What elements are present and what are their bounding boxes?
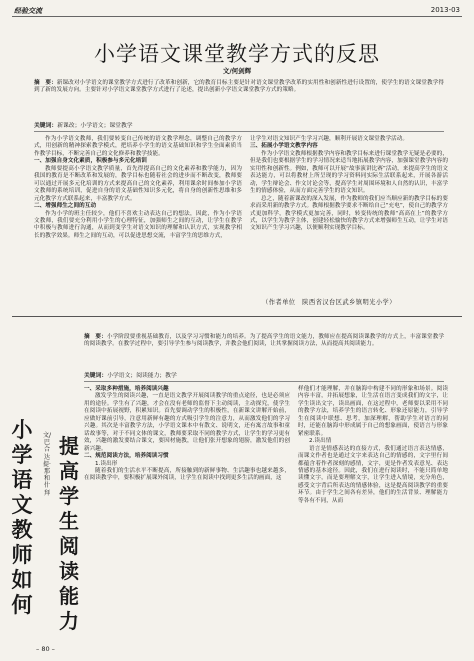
paragraph: 作为小学语文教师，我们要转变自己传统的语文教学理念，调整自己的教学方式，用创新的精神探索教学模式，把培养小学生的语文基础知识和学生全面素质当作教学目标，不断完善自己的文化修养和教学技能。 xyxy=(34,136,242,157)
keywords-label: 关键词： xyxy=(84,373,108,379)
paragraph: 作为小学语文教师根据教学内容和教学目标来进行课堂教学无疑是必要的，但是我们也要根据学生的学习情况来适当地拓展教学内容，加强课堂教学内容的实用性和创新性。例如，教师可以开展“故事演讲比赛”活动，来提高学生的语文表达能力，可以将教材上所呈现的学习资料同实际生活联系起来，开展各游活动，学生辩论会、作文讨论会等，提高学生对周围环境和人自然的认识，丰富学生的情感体验，从而方面完善学生的语文知识。 xyxy=(250,150,448,195)
article-separator xyxy=(12,316,462,317)
paragraph: 语言是情感表达的直接方式，我们通过语言表达情感，而课文作者也是通过文字来表达自己的情感的，文字里行间都蕴含着作者深刻的感情，文字，更是作者发表意见、表达情感的基本途径。因此，我们在进行阅读时，不能只简单地读懂文字，而是要理解文字，让学生进入情境，充分角色，感受文字背后所表达的情感体验，这是提高阅读教学的重要环节。由于学生之间各有差异，他们的生活背景、理解能力等各有不同，从而 xyxy=(298,445,448,504)
body-column-left xyxy=(34,136,242,240)
paragraph: 激发学生的阅读兴趣，一直是语文教学开展阅读教学的重点途径，也是必须应用的途径。学生有了兴趣，才会在没有老师的监督下主动阅读，主动探究，使学生在阅读中拓展视野，积累知识。首先要调动学生的积极性，在新课文讲解开始前，应做好课前引导，注意用新鲜有趣的方式吸引学生的注意力，从而激发他们的学习兴趣。其次是丰富教学方法，小学语文课本中有散文、说明文，还有寓言故事和童话故事等，对于不同文体的课文，教师要采取不同的教学方式，让学生的学习更有效，兴趣的激发要结合课文，要因材施教，让他们张开想象的翅膀，激发他们的创新兴趣。 xyxy=(84,393,290,452)
paragraph: 总之，随着新课改的深入发展，作为教师的我们应当顺应新的教学目标的要求而采用新的教学方式。教师根据教学要求不断给自己“充电”，使自己的教学方式更加科学，教学模式更加完善，同时，转变传统的教师“高高在上”的教学方式，以学生为教学主体，创建轻松愉快的教学方式来增强师生互动，让学生对语文知识产生学习兴趣，以便顺利实现教学目标。 xyxy=(250,195,448,232)
section-heading: 一、加强自身文化素质，积极参与多元化培训 xyxy=(34,158,147,165)
body-column-right xyxy=(250,136,448,233)
abstract xyxy=(34,80,444,95)
running-header xyxy=(12,6,462,17)
paragraph: 教师要提高小学语文教学质量，首先得提高自己的文化素养和教学能力，因为我国的教育是不断改革和发展的，教学目标也随着社会的进步而不断改变，教师要可以通过开展多元化培训的方式来提高自己的文化素养，利用课余时间参加小学语文教师的系统培训，促进自身的语文基础性知识多元化，将自身的创新性思维和多元化教学方式联系起来，丰富教学方式。 xyxy=(34,165,242,202)
paragraph: 作为小学的班主任较少，他们不喜欢主动表达自己的想法，因此，作为小学语文教师，我们要充分利用小学生的心理特征，加强师生之间的互动，让学生在教学中积极与教师进行沟通，从而到变学生对语文知识的理解和认识方式，实现教学相长的教学效果。师生之间的互动，可以促进思想交流，丰富学生的思维方式， xyxy=(34,210,242,239)
abstract-text: 新课改对小学语文的课堂教学方式进行了改革和创新，它的教育目标主要是针对语文课堂教学改革的实用性和创新性进行设置的，使学生的语文课堂教学得到了新的发展方向。主要针对小学语文课堂教学方式进行了论述，提出创新小学语文课堂教学方式的策略。 xyxy=(34,80,444,94)
subheading: 1.读出形 xyxy=(95,460,118,467)
abstract-label: 摘 要： xyxy=(34,80,57,86)
issue-number: 2013-03 xyxy=(430,6,460,14)
paragraph: 让学生对语文知识产生学习兴趣，顺利开展语文课堂教学活动。 xyxy=(250,136,409,142)
section-heading: 三、拓展小学语文教学内容 xyxy=(250,143,318,150)
keywords-text: 新课改；小学语文；课堂教学 xyxy=(57,123,133,129)
keywords-text: 小学语文；阅读能力；教学 xyxy=(107,373,177,379)
section-heading: 二、增强师生之间的互动 xyxy=(34,203,97,210)
subheading: 2.读出情 xyxy=(309,438,332,445)
article2-author: 文/巴合达提·那和什拜 xyxy=(42,432,52,497)
divider xyxy=(84,381,444,382)
divider xyxy=(34,131,444,132)
page-number: – 80 – xyxy=(36,645,55,653)
article-title: 小学语文课堂教学方式的反思 xyxy=(94,42,380,66)
keywords-label: 关键词： xyxy=(34,123,58,129)
article2-title-left: 小学语文教师如何 xyxy=(11,418,33,617)
author-affiliation: （作者单位 陕西省汉台区武乡镇明光小学） xyxy=(262,299,396,306)
journal-column-name: 经验交流 xyxy=(14,7,42,15)
section-heading: 一、采取多种措施，培养阅读兴趣 xyxy=(84,386,169,392)
keywords xyxy=(84,370,444,379)
paragraph: 样他们才能理解，并在脑海中构建不同的形象和场景。阅读内容丰富，并拓展想象，让生活在语言变成我们的文字，让学生读出文字，读出画面，在这过程中，老师要以采用不同的教学方法，培养学生的语言转化、形象还原能力，引导学生在阅读中联想、思考，加深理解，帮助学生对语言的同时，还能在脑海中形成属于自己的想象画面，使语言与形象紧密联系。 xyxy=(298,386,448,437)
paragraph: 随着我们的生活水平不断提高，所接触到的新鲜事物、生活趣事也越来越多，在阅读教学中，要积极扩展课外阅读，让学生在阅读中找到更多生活的画面，这 xyxy=(84,467,290,482)
article-author: 文/何剑辉 xyxy=(222,67,252,75)
keywords xyxy=(34,120,444,129)
abstract-text: 小学阶段要重视基础教育，以及学习习惯和能力的培养。为了提高学生的语文能力，教师应在提高阅读课教学的方式上，丰富课堂教学的阅读教学。在教学过程中，要引导学生参与阅读教学，并教会他们阅读，让其掌握阅读方法，从而提高其阅读能力。 xyxy=(84,334,445,348)
abstract xyxy=(84,334,444,349)
abstract-label: 摘 要： xyxy=(84,334,107,340)
article2-title-right: 提高学生阅读能力 xyxy=(59,434,79,633)
section-heading: 二、规范阅读方法，培养阅读习惯 xyxy=(84,453,169,460)
body-column-left xyxy=(84,386,290,483)
body-column-right xyxy=(298,386,448,505)
